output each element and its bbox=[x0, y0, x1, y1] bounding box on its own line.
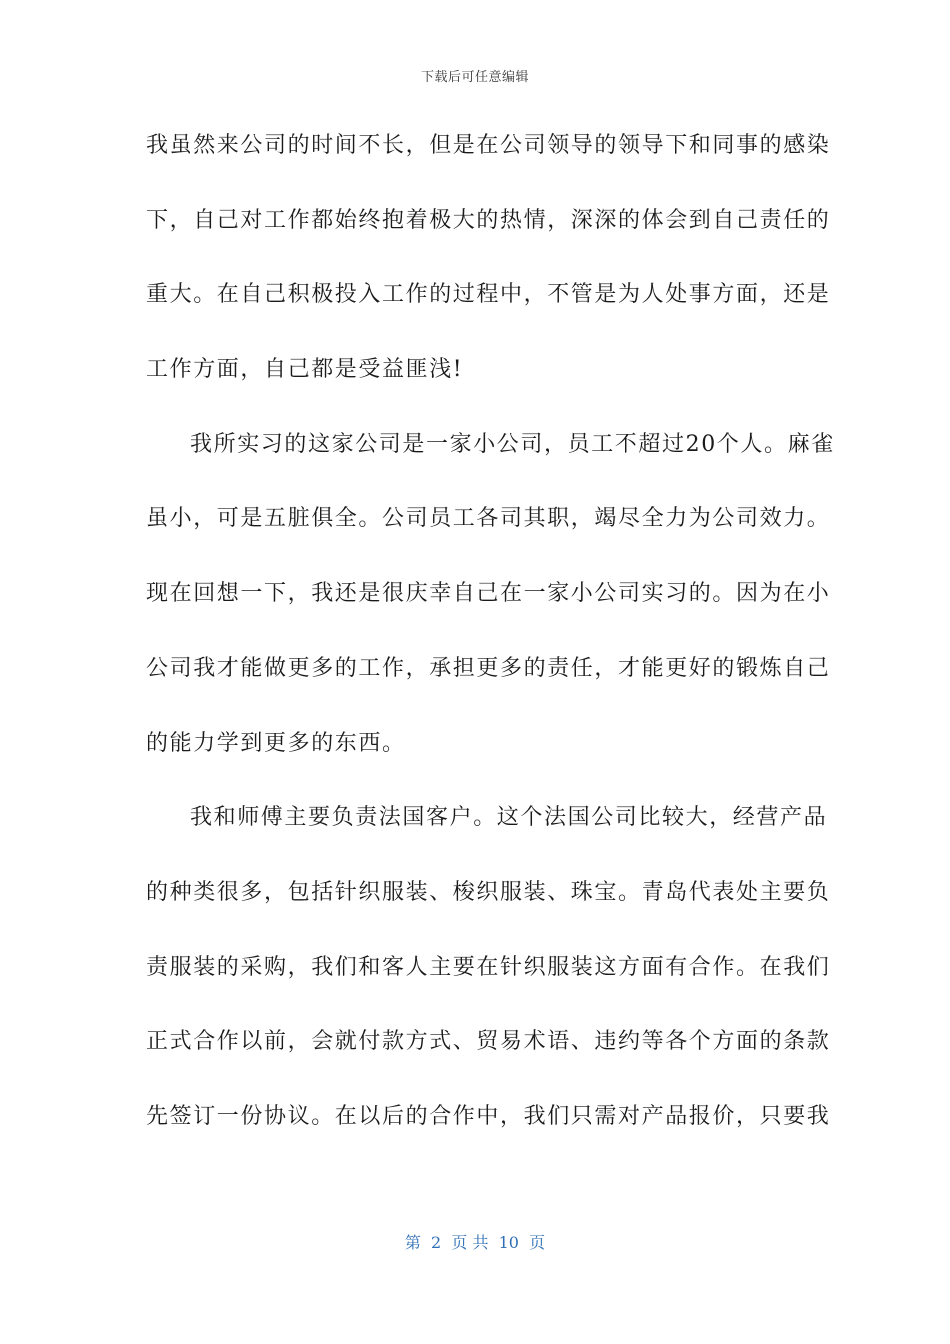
text-line: 的种类很多，包括针织服装、梭织服装、珠宝。青岛代表处主要负 bbox=[146, 879, 831, 905]
page-number-footer: 第 2 页 共 10 页 bbox=[404, 1233, 546, 1252]
text-line: 工作方面，自己都是受益匪浅! bbox=[146, 357, 464, 383]
text-line: 公司我才能做更多的工作，承担更多的责任，才能更好的锻炼自己 bbox=[146, 655, 831, 681]
text-line: 先签订一份协议。在以后的合作中，我们只需对产品报价，只要我 bbox=[146, 1103, 831, 1129]
header-note: 下载后可任意编辑 bbox=[420, 70, 529, 85]
text-line: 正式合作以前，会就付款方式、贸易术语、违约等各个方面的条款 bbox=[146, 1029, 831, 1055]
text-line: 重大。在自己积极投入工作的过程中，不管是为人处事方面，还是 bbox=[146, 282, 831, 308]
text-line: 现在回想一下，我还是很庆幸自己在一家小公司实习的。因为在小 bbox=[146, 581, 831, 607]
text-line: 虽小，可是五脏俱全。公司员工各司其职，竭尽全力为公司效力。 bbox=[146, 506, 831, 532]
text-line: 责服装的采购，我们和客人主要在针织服装这方面有合作。在我们 bbox=[146, 954, 831, 980]
text-line: 的能力学到更多的东西。 bbox=[146, 730, 406, 756]
paragraph-first-line: 我所实习的这家公司是一家小公司，员工不超过20个人。麻雀 bbox=[190, 431, 835, 457]
document-body bbox=[146, 120, 835, 1166]
paragraph-first-line: 我和师傅主要负责法国客户。这个法国公司比较大，经营产品 bbox=[190, 805, 828, 831]
text-line: 下，自己对工作都始终抱着极大的热情，深深的体会到自己责任的 bbox=[146, 207, 831, 233]
text-line: 我虽然来公司的时间不长，但是在公司领导的领导下和同事的感染 bbox=[146, 133, 831, 158]
